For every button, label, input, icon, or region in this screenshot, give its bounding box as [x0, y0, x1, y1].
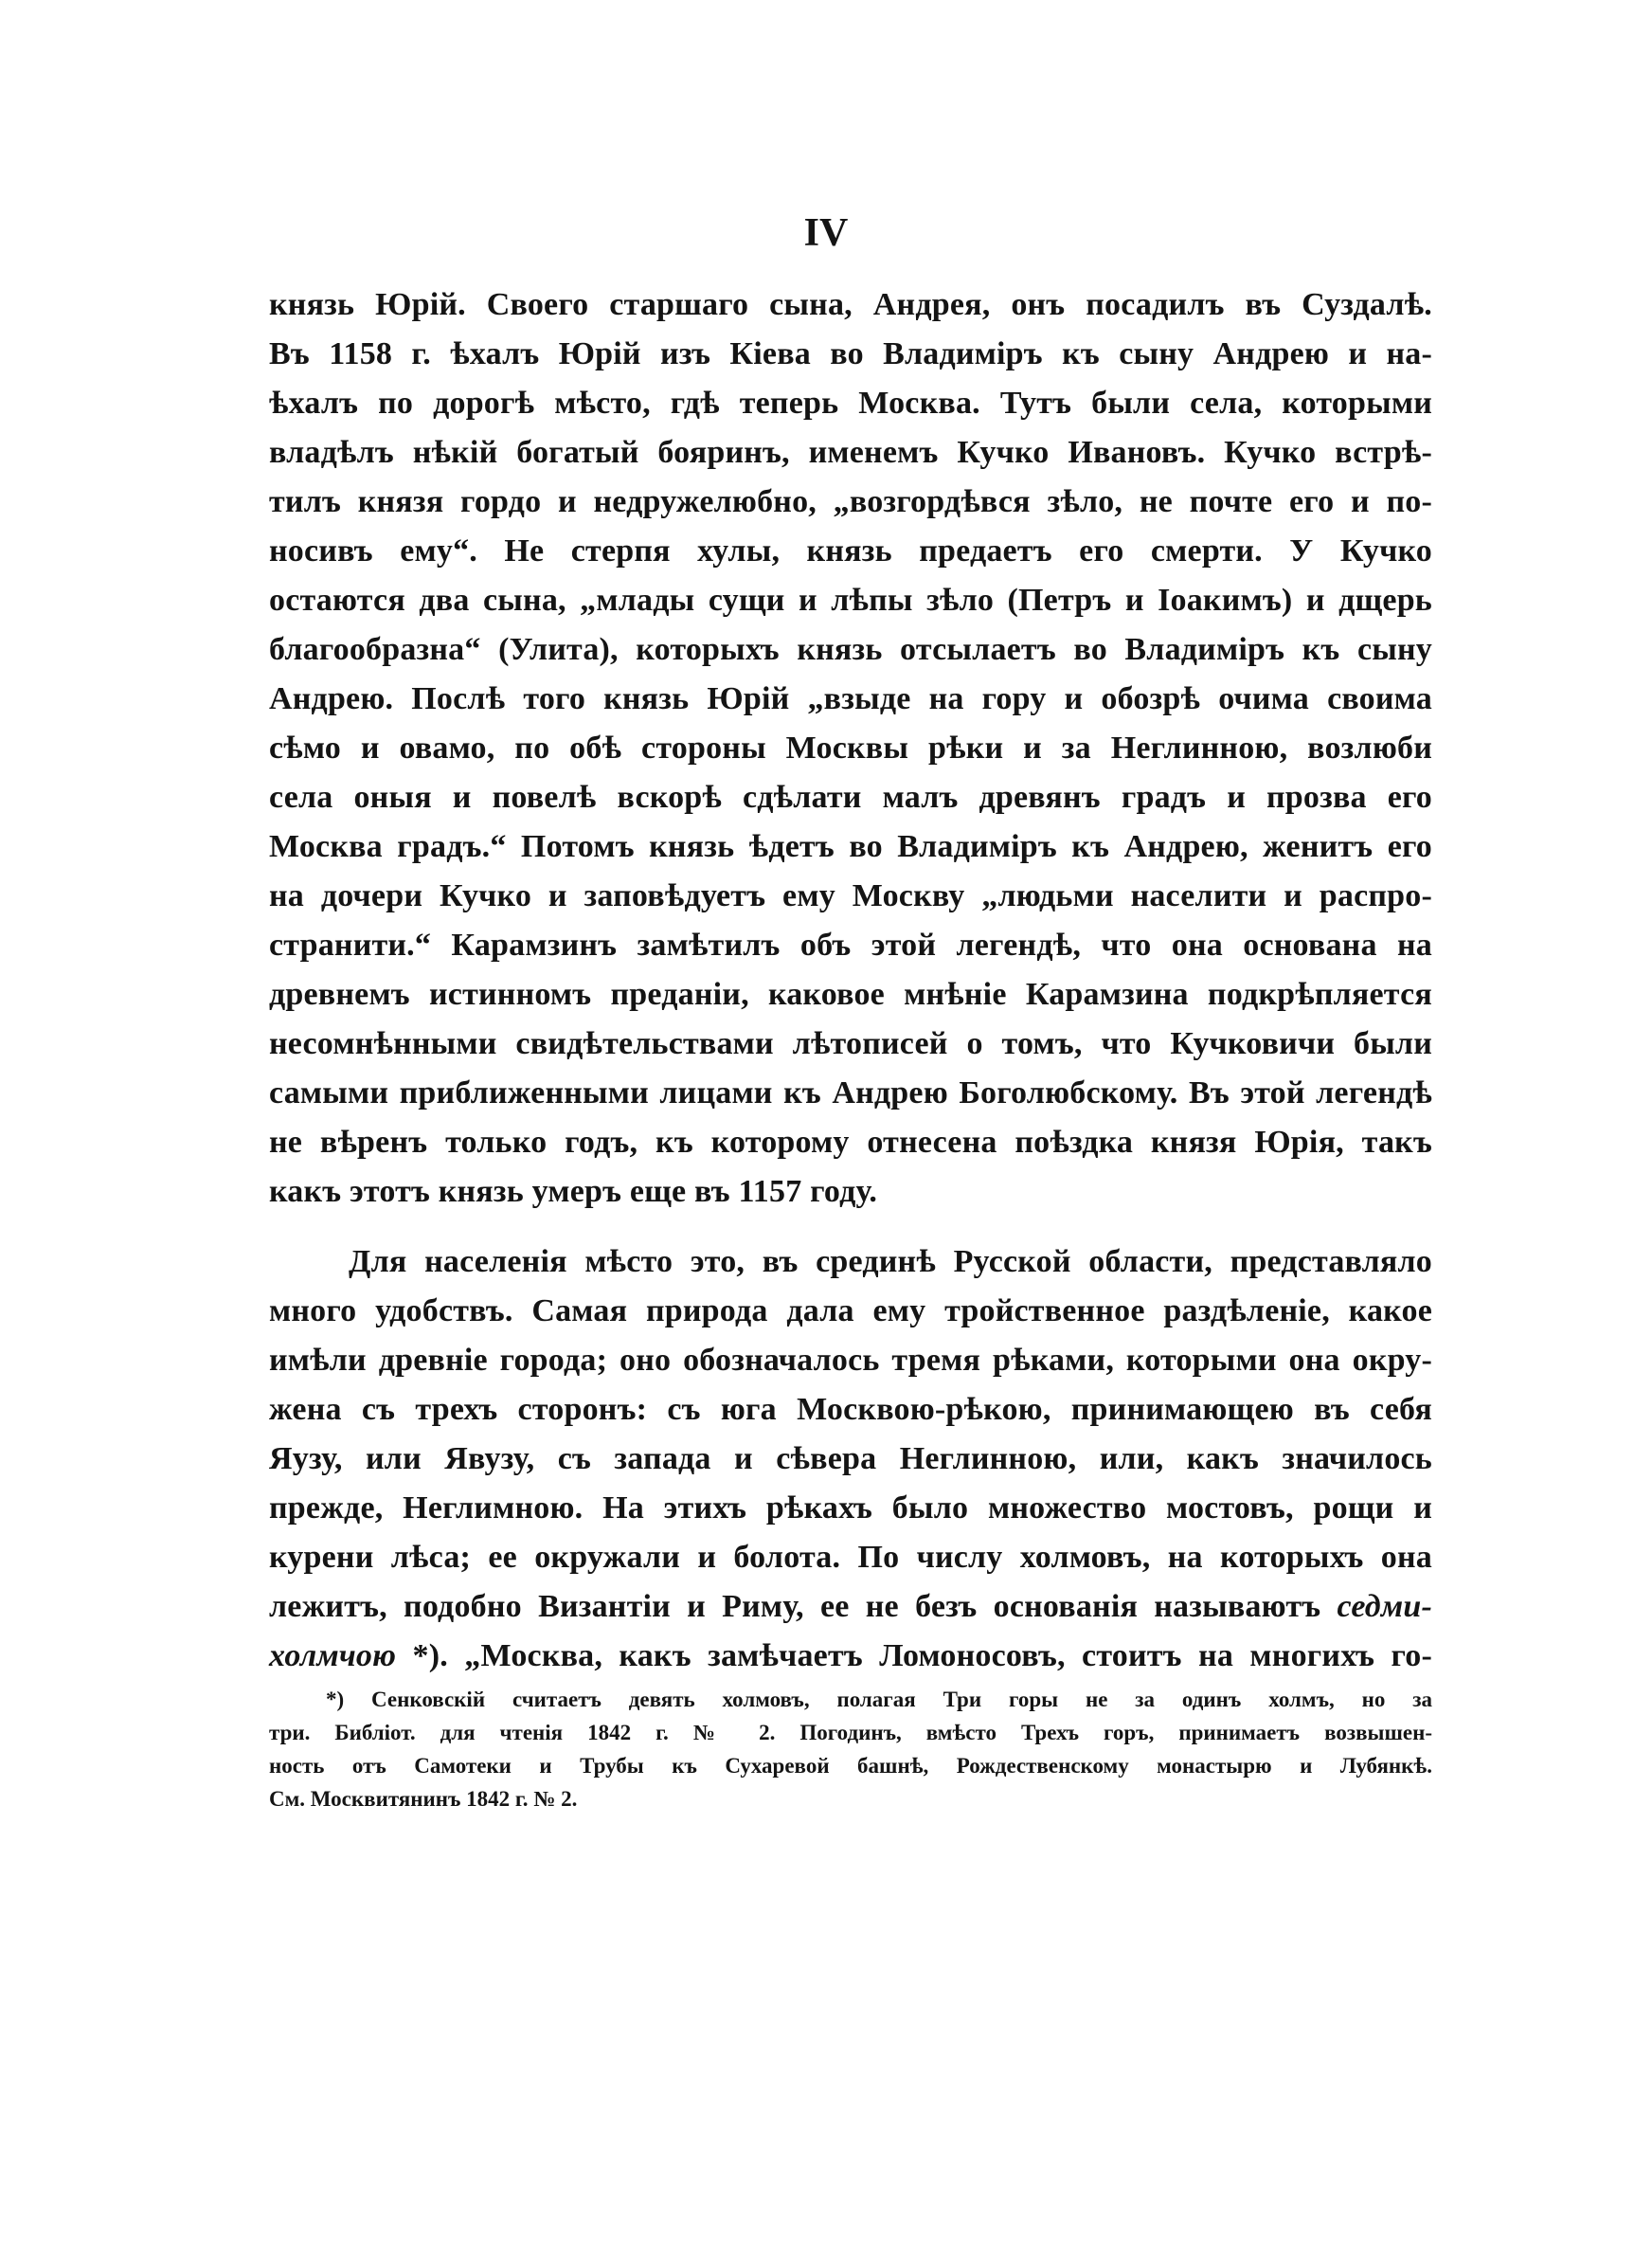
text-line — [269, 1632, 1432, 1681]
footnote-line: См. Москвитянинъ 1842 г. № 2. — [269, 1787, 578, 1811]
text-line: Яузу, или Явузу, съ запада и сѣвера Неглинною, или, какъ значилось — [269, 1441, 1432, 1476]
text-line: курени лѣса; ее окружали и болота. По числу холмовъ, на которыхъ она — [269, 1540, 1432, 1575]
text-line: владѣлъ нѣкій богатый бояринъ, именемъ Кучко Ивановъ. Кучко встрѣ- — [269, 435, 1432, 470]
text-line: странити.“ Карамзинъ замѣтилъ объ этой легендѣ, что она основана на — [269, 928, 1432, 963]
text-line: самыми приближенными лицами къ Андрею Боголюбскому. Въ этой легендѣ — [269, 1075, 1432, 1110]
text-line: древнемъ истинномъ преданіи, каковое мнѣніе Карамзина подкрѣпляется — [269, 977, 1432, 1012]
text-line: села оныя и повелѣ вскорѣ сдѣлати малъ древянъ градъ и прозва его — [269, 780, 1432, 815]
footnote-line: *) Сенковскій считаетъ девять холмовъ, полагая Три горы не за одинъ холмъ, но за — [326, 1688, 1432, 1711]
text-line: князь Юрій. Своего старшаго сына, Андрея, онъ посадилъ въ Суздалѣ. — [269, 287, 1432, 322]
italic-word: холмчою — [269, 1638, 397, 1673]
text-line: ѣхалъ по дорогѣ мѣсто, гдѣ теперь Москва. Тутъ были села, которыми — [269, 386, 1432, 421]
text-line: носивъ ему“. Не стерпя хулы, князь предаетъ его смерти. У Кучко — [269, 533, 1432, 569]
text-line: остаются два сына, „млады сущи и лѣпы зѣло (Петръ и Іоакимъ) и дщерь — [269, 583, 1432, 618]
text-line: тилъ князя гордо и недружелюбно, „возгордѣвся зѣло, не почте его и по- — [269, 484, 1432, 519]
text-line: несомнѣнными свидѣтельствами лѣтописей о томъ, что Кучковичи были — [269, 1026, 1432, 1061]
text-line: жена съ трехъ сторонъ: съ юга Москвою-рѣкою, принимающею въ себя — [269, 1392, 1432, 1427]
text-line: прежде, Неглимною. На этихъ рѣкахъ было множество мостовъ, рощи и — [269, 1490, 1432, 1526]
text-line: Москва градъ.“ Потомъ князь ѣдетъ во Владиміръ къ Андрею, женитъ его — [269, 829, 1432, 864]
footnote — [269, 1683, 1432, 1815]
text-line: много удобствъ. Самая природа дала ему тройственное раздѣленіе, какое — [269, 1293, 1432, 1328]
footnote-line: три. Библіот. для чтенія 1842 г. № 2. Погодинъ, вмѣсто Трехъ горъ, принимаетъ возвышен- — [269, 1721, 1432, 1744]
text-line: сѣмо и овамо, по обѣ стороны Москвы рѣки и за Неглинною, возлюби — [269, 731, 1432, 766]
text-line: не вѣренъ только годъ, къ которому отнесена поѣздка князя Юрія, такъ — [269, 1125, 1432, 1160]
text-segment: лежитъ, подобно Византіи и Риму, ее не безъ основанія называютъ — [269, 1589, 1321, 1624]
text-line — [269, 1582, 1432, 1632]
text-line: какъ этотъ князь умеръ еще въ 1157 году. — [269, 1174, 878, 1209]
page-number: IV — [803, 211, 849, 255]
text-line: Для населенія мѣсто это, въ срединѣ Русской области, представляло — [349, 1244, 1432, 1279]
text-line: Въ 1158 г. ѣхалъ Юрій изъ Кіева во Владиміръ къ сыну Андрею и на- — [269, 336, 1432, 371]
main-text — [269, 280, 1432, 1681]
footnote-line: ность отъ Самотеки и Трубы къ Сухаревой башнѣ, Рождественскому монастырю и Лубянкѣ. — [269, 1754, 1432, 1778]
text-line: Андрею. Послѣ того князь Юрій „взыде на гору и обозрѣ очима своима — [269, 681, 1432, 716]
text-line: на дочери Кучко и заповѣдуетъ ему Москву „людьми населити и распро- — [269, 878, 1432, 913]
text-line: благообразна“ (Улита), которыхъ князь отсылаетъ во Владиміръ къ сыну — [269, 632, 1432, 667]
italic-word: седми- — [1337, 1589, 1432, 1624]
text-segment: *). „Москва, какъ замѣчаетъ Ломоносовъ, стоитъ на многихъ го- — [412, 1638, 1433, 1673]
text-line: имѣли древніе города; оно обозначалось тремя рѣками, которыми она окру- — [269, 1343, 1432, 1378]
